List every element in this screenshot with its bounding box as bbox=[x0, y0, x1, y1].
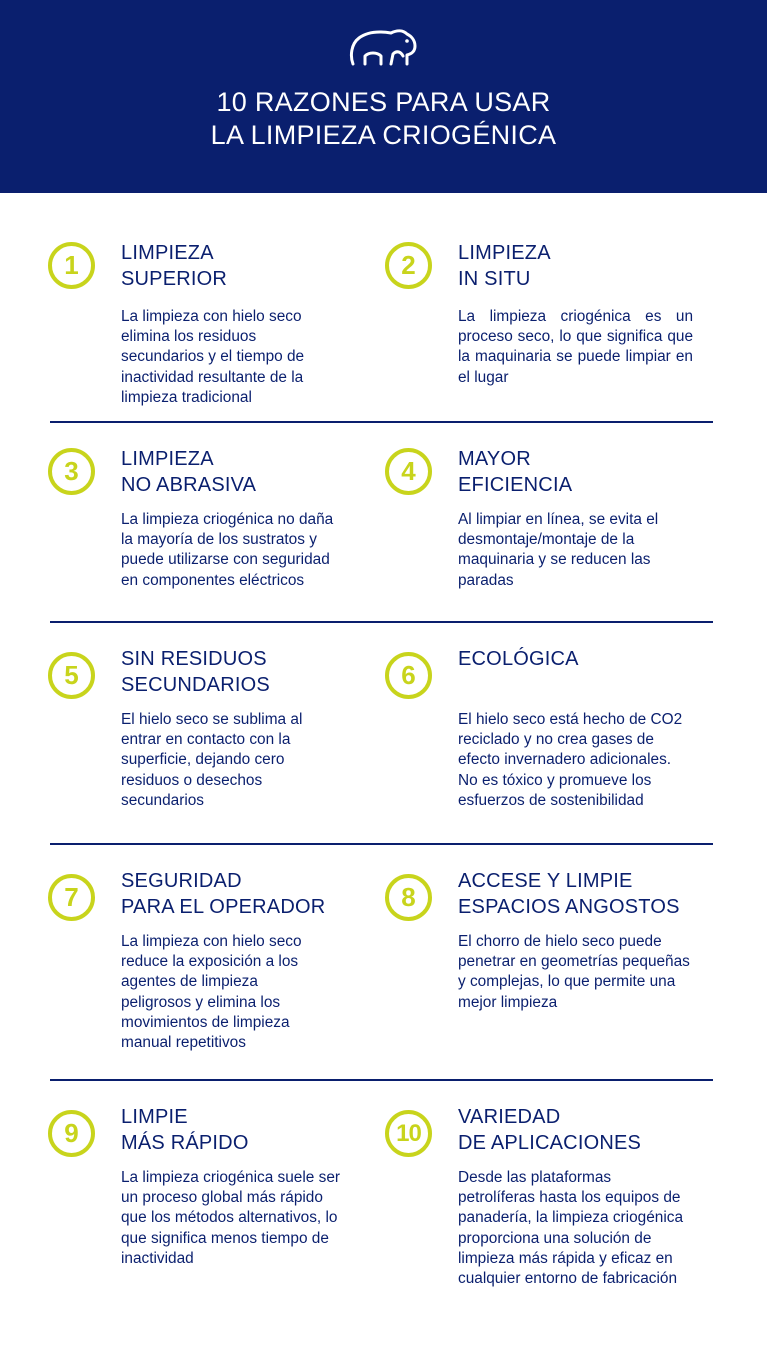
reason-description: La limpieza con hielo seco elimina los residuos secundarios y el tiempo de inactividad resultante de la limpieza tradicional bbox=[121, 308, 305, 406]
page-title-line2: LA LIMPIEZA CRIOGÉNICA bbox=[210, 120, 557, 150]
reason-title bbox=[458, 240, 708, 292]
reason-description: El hielo seco se sublima al entrar en contacto con la superficie, dejando cero residuos o desechos secundarios bbox=[121, 711, 303, 809]
reason-title-line2: SUPERIOR bbox=[121, 268, 228, 290]
reason-description: Al limpiar en línea, se evita el desmontaje/montaje de la maquinaria y se reducen las paradas bbox=[458, 511, 659, 589]
reason-title bbox=[458, 868, 708, 920]
number-badge: 1 bbox=[48, 242, 95, 289]
reason-title-line1: LIMPIE bbox=[121, 1106, 188, 1128]
section-divider bbox=[50, 421, 713, 423]
number-badge: 6 bbox=[385, 652, 432, 699]
reason-title bbox=[458, 646, 708, 672]
section-divider bbox=[50, 621, 713, 623]
reason-title-line1: VARIEDAD bbox=[458, 1106, 561, 1128]
reason-description: El hielo seco está hecho de CO2 reciclado y no crea gases de efecto invernadero adicionales. No es tóxico y promueve los esfuerzos de sostenibilidad bbox=[458, 711, 683, 809]
number-badge: 2 bbox=[385, 242, 432, 289]
reason-title-line1: LIMPIEZA bbox=[458, 242, 551, 264]
reason-title-line1: SIN RESIDUOS bbox=[121, 648, 267, 670]
reason-description: La limpieza criogénica suele ser un proceso global más rápido que los métodos alternativos, lo que significa menos tiempo de inactividad bbox=[121, 1169, 341, 1267]
reason-title bbox=[121, 446, 371, 498]
section-divider bbox=[50, 843, 713, 845]
number-badge: 4 bbox=[385, 448, 432, 495]
reason-title bbox=[121, 240, 371, 292]
reason-title-line2: ESPACIOS ANGOSTOS bbox=[458, 896, 680, 918]
reason-title-line2: NO ABRASIVA bbox=[121, 474, 257, 496]
reason-title-line1: LIMPIEZA bbox=[121, 242, 214, 264]
reason-description: El chorro de hielo seco puede penetrar en geometrías pequeñas y complejas, lo que permite una mejor limpieza bbox=[458, 933, 690, 1011]
polar-bear-icon bbox=[347, 26, 419, 68]
number-badge: 8 bbox=[385, 874, 432, 921]
reason-description: La limpieza criogénica no daña la mayoría de los sustratos y puede utilizarse con seguridad en componentes eléctricos bbox=[121, 511, 334, 589]
number-badge: 5 bbox=[48, 652, 95, 699]
reason-title-line2: IN SITU bbox=[458, 268, 531, 290]
reason-title-line1: SEGURIDAD bbox=[121, 870, 242, 892]
reason-title-line2: EFICIENCIA bbox=[458, 474, 573, 496]
number-badge: 3 bbox=[48, 448, 95, 495]
reason-title-line1: ACCESE Y LIMPIE bbox=[458, 870, 633, 892]
reason-title-line2: DE APLICACIONES bbox=[458, 1132, 642, 1154]
reason-title-line2: SECUNDARIOS bbox=[121, 674, 270, 696]
reason-description: Desde las plataformas petrolíferas hasta los equipos de panadería, la limpieza criogénica proporciona una solución de limpieza más rápida y eficaz en cualquier entorno de fabricación bbox=[458, 1169, 684, 1288]
number-badge: 7 bbox=[48, 874, 95, 921]
reason-title-line2: PARA EL OPERADOR bbox=[121, 896, 326, 918]
number-badge: 10 bbox=[385, 1110, 432, 1157]
reason-description: La limpieza criogénica es un proceso seco, lo que significa que la maquinaria se puede limpiar en el lugar bbox=[458, 308, 693, 386]
reason-title bbox=[458, 446, 708, 498]
header-banner bbox=[0, 0, 767, 193]
reason-title bbox=[458, 1104, 708, 1156]
page-title-line1: 10 RAZONES PARA USAR bbox=[216, 87, 551, 117]
section-divider bbox=[50, 1079, 713, 1081]
reason-title-line2: MÁS RÁPIDO bbox=[121, 1132, 249, 1154]
reason-title-line1: LIMPIEZA bbox=[121, 448, 214, 470]
reason-title bbox=[121, 868, 371, 920]
reason-description: La limpieza con hielo seco reduce la exposición a los agentes de limpieza peligrosos y elimina los movimientos de limpieza manual repetitivos bbox=[121, 933, 302, 1052]
page-title bbox=[0, 86, 767, 152]
reason-title bbox=[121, 646, 371, 698]
number-badge: 9 bbox=[48, 1110, 95, 1157]
reason-title bbox=[121, 1104, 371, 1156]
reason-title-line1: ECOLÓGICA bbox=[458, 648, 579, 670]
reason-title-line1: MAYOR bbox=[458, 448, 531, 470]
